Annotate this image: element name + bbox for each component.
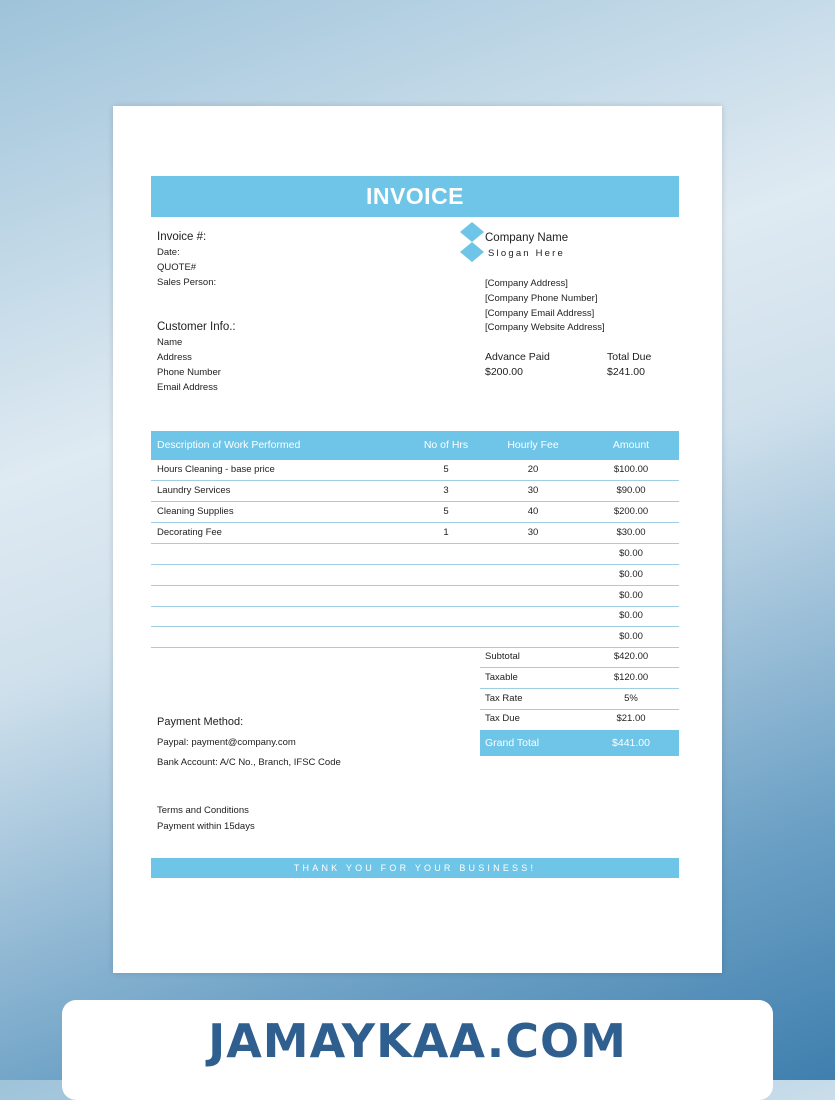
row-amount: $0.00 [619,590,643,601]
row-description: Hours Cleaning - base price [157,464,275,475]
tax-rate-value: 5% [624,693,638,704]
row-amount: $0.00 [619,569,643,580]
subtotal-row [480,647,679,668]
advance-paid-value: $200.00 [485,366,523,378]
row-fee: 30 [527,485,539,496]
row-hours: 5 [443,464,449,475]
sales-person-label: Sales Person: [157,277,217,288]
table-row [151,481,679,502]
payment-bank: Bank Account: A/C No., Branch, IFSC Code [157,757,341,768]
subtotal-label: Subtotal [485,651,520,662]
customer-info-label: Customer Info.: [157,321,236,333]
taxable-label: Taxable [485,672,518,683]
quote-label: QUOTE# [157,262,197,273]
total-due-label: Total Due [607,351,652,363]
brand-banner [62,1000,773,1100]
table-row [151,606,679,627]
row-description: Decorating Fee [157,527,222,538]
company-email: [Company Email Address] [485,308,595,319]
thank-you-bar: THANK YOU FOR YOUR BUSINESS! [151,858,679,878]
table-row [151,523,679,544]
grand-total-value: $441.00 [612,737,650,749]
table-row [151,565,679,586]
row-hours: 3 [443,485,449,496]
payment-paypal: Paypal: payment@company.com [157,737,296,748]
date-label: Date: [157,247,180,258]
subtotal-value: $420.00 [613,651,649,662]
row-description: Cleaning Supplies [157,506,234,517]
brand-text: JAMAYKAA.COM [208,1014,627,1068]
payment-method-label: Payment Method: [157,716,244,728]
row-amount: $0.00 [619,610,643,621]
invoice-title: INVOICE [151,176,679,217]
table-row [151,627,679,648]
tax-rate-row [480,689,679,710]
taxable-value: $120.00 [613,672,649,683]
table-row [151,544,679,565]
header-hours: No of Hrs [423,439,469,451]
row-amount: $0.00 [619,631,643,642]
tax-due-row [480,709,679,729]
row-amount: $100.00 [613,464,649,475]
company-phone: [Company Phone Number] [485,293,598,304]
row-fee: 30 [527,527,539,538]
customer-email: Email Address [157,382,218,393]
company-website: [Company Website Address] [485,322,605,333]
customer-phone: Phone Number [157,367,221,378]
total-due-value: $241.00 [607,366,645,378]
row-amount: $200.00 [613,506,649,517]
customer-name: Name [157,337,183,348]
invoice-number-label: Invoice #: [157,231,207,243]
row-hours: 1 [443,527,449,538]
table-row [151,460,679,481]
header-amount: Amount [612,439,650,451]
customer-address: Address [157,352,192,363]
tax-rate-label: Tax Rate [485,693,523,704]
grand-total-label: Grand Total [485,737,540,749]
company-logo-icon [460,222,484,262]
row-hours: 5 [443,506,449,517]
row-description: Laundry Services [157,485,231,496]
grand-total-row [480,730,679,756]
row-fee: 40 [527,506,539,517]
taxable-row [480,668,679,689]
tax-due-label: Tax Due [485,713,520,724]
advance-paid-label: Advance Paid [485,351,550,363]
tax-due-value: $21.00 [616,713,646,724]
terms-label: Terms and Conditions [157,805,249,816]
company-name: Company Name [485,232,569,244]
row-fee: 20 [527,464,539,475]
company-slogan: Slogan Here [488,248,566,259]
header-description: Description of Work Performed [157,439,301,451]
row-amount: $90.00 [616,485,646,496]
terms-text: Payment within 15days [157,821,255,832]
invoice-page [113,106,722,973]
table-header [151,431,679,460]
company-address: [Company Address] [485,278,568,289]
row-amount: $30.00 [616,527,646,538]
table-row [151,502,679,523]
header-hourly-fee: Hourly Fee [507,439,559,451]
table-row [151,586,679,607]
row-amount: $0.00 [619,548,643,559]
